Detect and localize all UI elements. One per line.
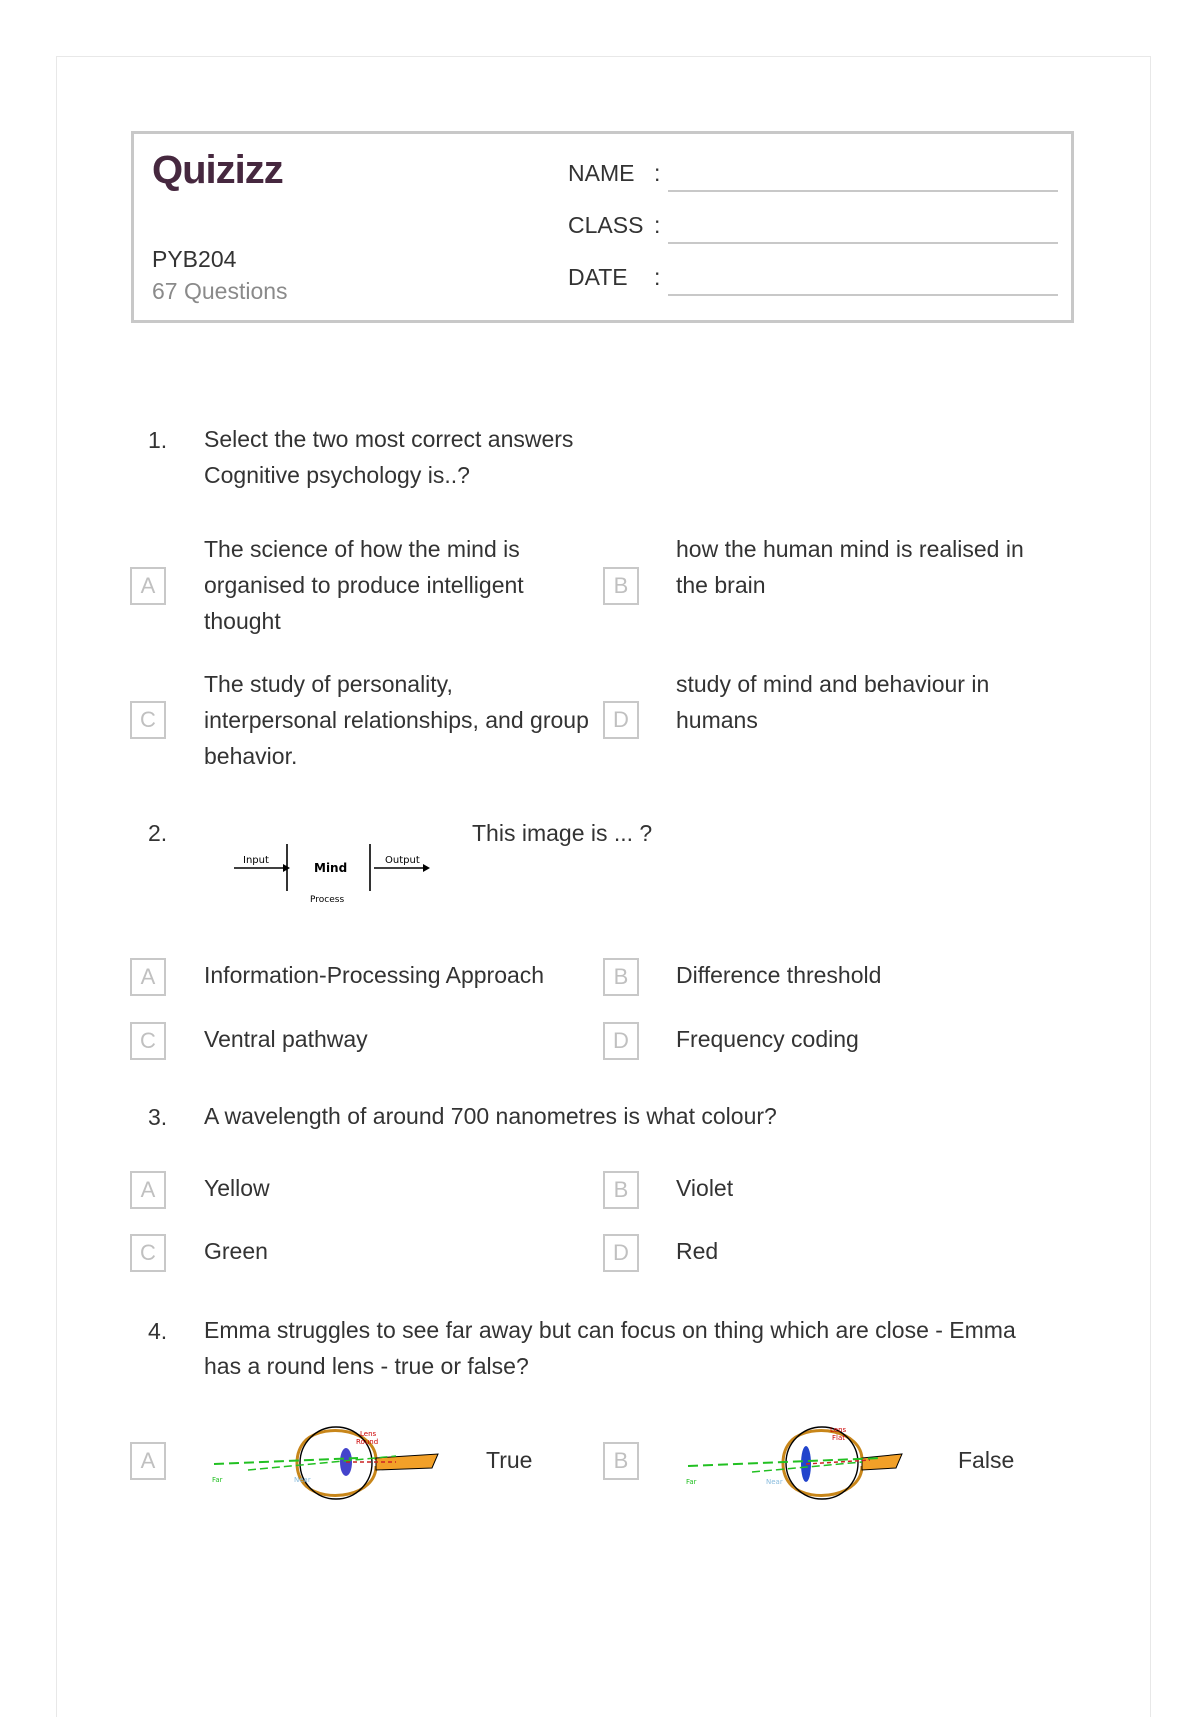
eye-lens-label: Lens xyxy=(830,1426,847,1434)
option-b-text: Violet xyxy=(676,1175,734,1201)
option-d-text: Red xyxy=(676,1238,719,1264)
question-number: 4. xyxy=(148,1318,168,1344)
option-line: behavior. xyxy=(204,743,298,769)
option-line: thought xyxy=(204,608,281,634)
worksheet-code: PYB204 xyxy=(152,246,237,272)
option-a-box[interactable]: A xyxy=(130,1442,166,1480)
question-number: 1. xyxy=(148,427,168,453)
option-a-text: Information-Processing Approach xyxy=(204,962,545,988)
class-label: CLASS xyxy=(568,212,644,238)
question-text: This image is ... ? xyxy=(472,820,653,846)
question-count: 67 Questions xyxy=(152,278,288,304)
option-c-box[interactable]: C xyxy=(130,1234,166,1272)
date-colon: : xyxy=(654,264,661,290)
option-c-box[interactable]: C xyxy=(130,701,166,739)
question-line: Emma struggles to see far away but can focus on thing which are close - Emma xyxy=(204,1317,1016,1343)
flat-lens-eye-diagram xyxy=(682,1418,922,1510)
question-text xyxy=(204,1312,1016,1384)
option-a-text: Yellow xyxy=(204,1175,270,1201)
option-d-text xyxy=(676,666,989,738)
option-b-box[interactable]: B xyxy=(603,1171,639,1209)
date-line[interactable] xyxy=(668,294,1058,296)
option-a-text: True xyxy=(486,1447,533,1473)
option-c-text: Green xyxy=(204,1238,268,1264)
option-a-text xyxy=(204,531,524,639)
input-process-output-diagram xyxy=(228,838,436,908)
name-label: NAME xyxy=(568,160,635,186)
round-lens-eye-diagram xyxy=(208,1418,448,1510)
eye-lens-type-label: Round xyxy=(356,1438,379,1446)
option-c-text xyxy=(204,666,589,774)
option-d-box[interactable]: D xyxy=(603,1022,639,1060)
name-field xyxy=(568,160,660,187)
eye-near-label: Near xyxy=(294,1476,311,1484)
diagram-mind-label: Mind xyxy=(314,861,348,875)
date-label: DATE xyxy=(568,264,628,290)
name-line[interactable] xyxy=(668,190,1058,192)
option-line: The study of personality, xyxy=(204,671,453,697)
option-c-box[interactable]: C xyxy=(130,1022,166,1060)
question-line: Cognitive psychology is..? xyxy=(204,462,470,488)
option-line: study of mind and behaviour in xyxy=(676,671,990,697)
option-d-box[interactable]: D xyxy=(603,701,639,739)
option-line: the brain xyxy=(676,572,766,598)
option-a-box[interactable]: A xyxy=(130,958,166,996)
name-colon: : xyxy=(654,160,661,186)
option-a-box[interactable]: A xyxy=(130,1171,166,1209)
option-b-box[interactable]: B xyxy=(603,958,639,996)
eye-lens-type-label: Flat xyxy=(832,1434,846,1442)
question-text xyxy=(204,421,573,493)
option-line: interpersonal relationships, and group xyxy=(204,707,589,733)
option-b-text: Difference threshold xyxy=(676,962,882,988)
diagram-process-label: Process xyxy=(310,895,345,905)
option-b-box[interactable]: B xyxy=(603,1442,639,1480)
class-colon: : xyxy=(654,212,661,238)
option-line: how the human mind is realised in xyxy=(676,536,1024,562)
question-number: 2. xyxy=(148,820,168,846)
worksheet-header xyxy=(131,131,1074,323)
date-field xyxy=(568,264,660,291)
option-line: organised to produce intelligent xyxy=(204,572,524,598)
option-d-text: Frequency coding xyxy=(676,1026,859,1052)
diagram-output-label: Output xyxy=(385,855,420,866)
question-number: 3. xyxy=(148,1104,168,1130)
eye-far-label: Far xyxy=(212,1476,223,1484)
diagram-input-label: Input xyxy=(243,855,269,866)
option-line: humans xyxy=(676,707,758,733)
eye-near-label: Near xyxy=(766,1478,783,1486)
option-a-box[interactable]: A xyxy=(130,567,166,605)
option-b-box[interactable]: B xyxy=(603,567,639,605)
question-line: has a round lens - true or false? xyxy=(204,1353,529,1379)
quizizz-logo: Quizizz xyxy=(152,148,283,192)
option-b-text xyxy=(676,531,1024,603)
option-c-text: Ventral pathway xyxy=(204,1026,368,1052)
class-line[interactable] xyxy=(668,242,1058,244)
eye-far-label: Far xyxy=(686,1478,697,1486)
class-field xyxy=(568,212,660,239)
option-line: The science of how the mind is xyxy=(204,536,520,562)
option-b-text: False xyxy=(958,1447,1015,1473)
option-d-box[interactable]: D xyxy=(603,1234,639,1272)
eye-lens-label: Lens xyxy=(360,1430,377,1438)
question-line: Select the two most correct answers xyxy=(204,426,574,452)
question-text: A wavelength of around 700 nanometres is what colour? xyxy=(204,1103,777,1129)
